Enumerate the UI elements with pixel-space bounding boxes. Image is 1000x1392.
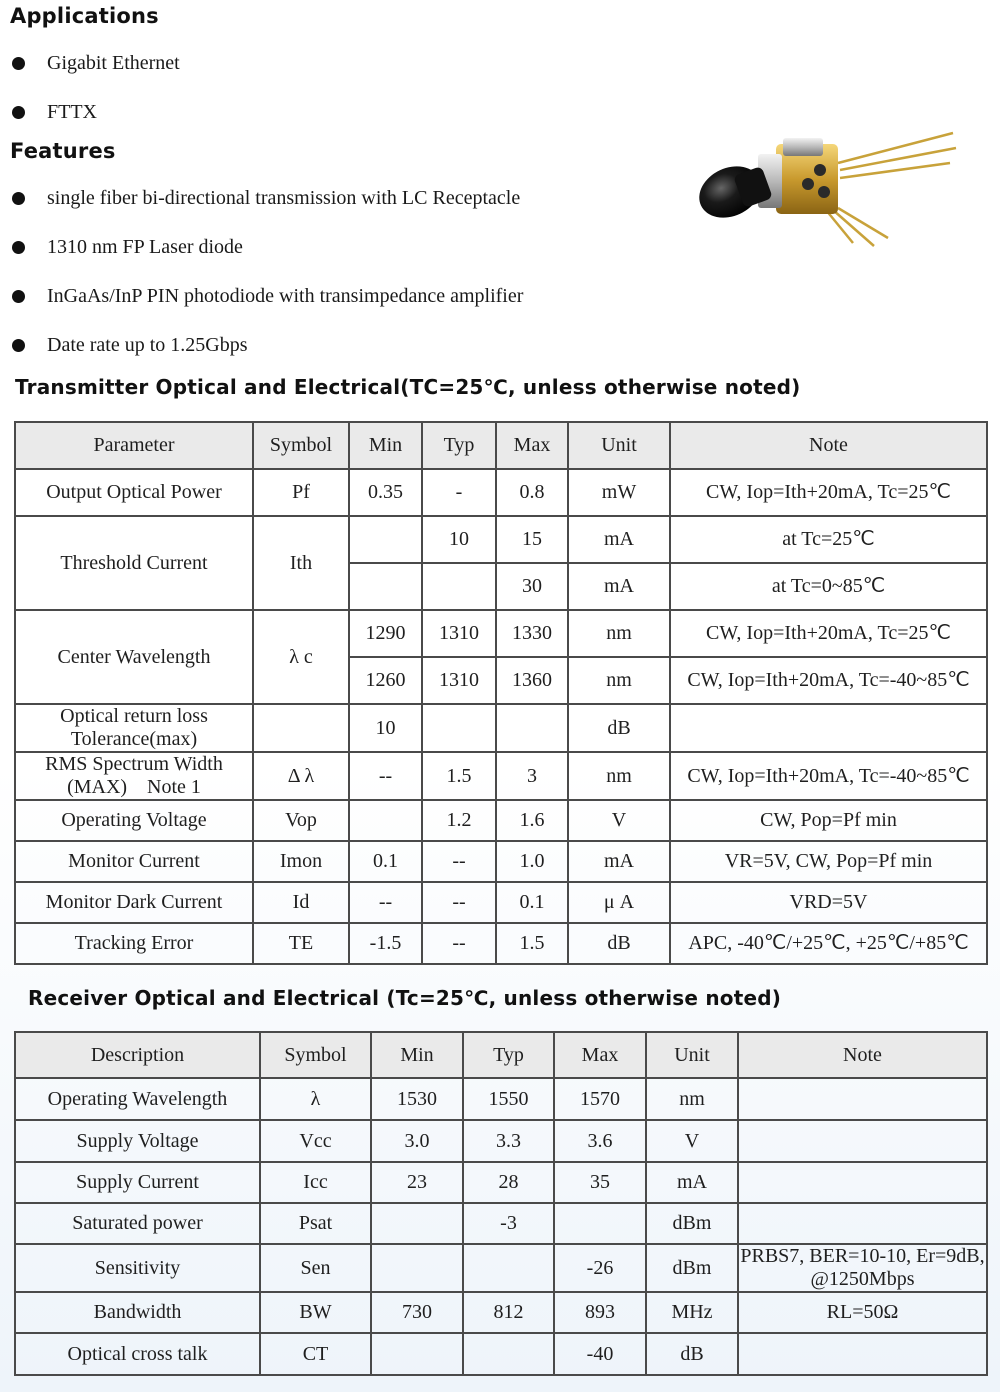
cell-typ: 812 — [463, 1292, 554, 1333]
cell-min: 23 — [371, 1162, 463, 1203]
cell-parameter: Tracking Error — [15, 923, 253, 964]
cell-typ: -- — [422, 841, 496, 882]
table-row — [15, 1162, 987, 1203]
column-header: Max — [554, 1032, 646, 1078]
cell-note: PRBS7, BER=10-10, Er=9dB, @1250Mbps — [738, 1244, 987, 1292]
bullet-icon — [12, 339, 25, 352]
table-row — [15, 610, 987, 657]
cell-max: 1570 — [554, 1078, 646, 1120]
cell-note: CW, Iop=Ith+20mA, Tc=-40~85℃ — [670, 657, 987, 704]
cell-min: 0.35 — [349, 469, 422, 516]
cell-min — [371, 1244, 463, 1292]
bullet-icon — [12, 192, 25, 205]
cell-min: 730 — [371, 1292, 463, 1333]
cell-max: 0.8 — [496, 469, 568, 516]
cell-min: -- — [349, 752, 422, 800]
column-header: Symbol — [260, 1032, 371, 1078]
cell-description: Saturated power — [15, 1203, 260, 1244]
column-header: Unit — [646, 1032, 738, 1078]
table-row — [15, 923, 987, 964]
bullet-icon — [12, 106, 25, 119]
column-header: Note — [670, 422, 987, 469]
table-row — [15, 704, 987, 752]
table-row — [15, 469, 987, 516]
cell-min: -- — [349, 882, 422, 923]
cell-typ: 1.5 — [422, 752, 496, 800]
list-item-text: FTTX — [47, 101, 97, 123]
column-header: Min — [349, 422, 422, 469]
cell-min: 1290 — [349, 610, 422, 657]
cell-note — [738, 1078, 987, 1120]
cell-symbol: λ — [260, 1078, 371, 1120]
cell-typ: -- — [422, 882, 496, 923]
receiver-heading: Receiver Optical and Electrical (Tc=25℃, unless otherwise noted) — [28, 986, 782, 1010]
cell-unit: mA — [646, 1162, 738, 1203]
cell-note — [738, 1333, 987, 1375]
table-row — [15, 800, 987, 841]
list-item — [12, 285, 523, 308]
list-item — [12, 334, 248, 357]
cell-note: APC, -40℃/+25℃, +25℃/+85℃ — [670, 923, 987, 964]
cell-unit: V — [568, 800, 670, 841]
cell-symbol: Ith — [253, 516, 349, 610]
table-row — [15, 1244, 987, 1292]
list-item-text: single fiber bi-directional transmission with LC Receptacle — [47, 187, 521, 209]
cell-note — [738, 1120, 987, 1162]
cell-max: -26 — [554, 1244, 646, 1292]
cell-symbol: Sen — [260, 1244, 371, 1292]
cell-symbol: BW — [260, 1292, 371, 1333]
cell-unit: dB — [568, 923, 670, 964]
cell-unit: dB — [646, 1333, 738, 1375]
column-header: Unit — [568, 422, 670, 469]
cell-symbol: Id — [253, 882, 349, 923]
cell-unit: dBm — [646, 1203, 738, 1244]
cell-note — [670, 704, 987, 752]
cell-note: at Tc=25℃ — [670, 516, 987, 563]
cell-max: 15 — [496, 516, 568, 563]
cell-note: CW, Iop=Ith+20mA, Tc=25℃ — [670, 469, 987, 516]
column-header: Typ — [463, 1032, 554, 1078]
cell-unit: nm — [568, 610, 670, 657]
table-row — [15, 1078, 987, 1120]
cell-unit: mW — [568, 469, 670, 516]
cell-max — [496, 704, 568, 752]
cell-description: Bandwidth — [15, 1292, 260, 1333]
cell-typ — [463, 1333, 554, 1375]
table-row — [15, 1120, 987, 1162]
cell-max — [554, 1203, 646, 1244]
column-header: Note — [738, 1032, 987, 1078]
list-item-text: Date rate up to 1.25Gbps — [47, 334, 248, 356]
cell-max: 0.1 — [496, 882, 568, 923]
cell-note — [738, 1162, 987, 1203]
cell-unit: mA — [568, 563, 670, 610]
cell-max: 35 — [554, 1162, 646, 1203]
cell-max: -40 — [554, 1333, 646, 1375]
cell-parameter: Threshold Current — [15, 516, 253, 610]
cell-min: 1530 — [371, 1078, 463, 1120]
cell-symbol: CT — [260, 1333, 371, 1375]
features-heading: Features — [10, 139, 116, 163]
cell-parameter: Monitor Current — [15, 841, 253, 882]
cell-min: -1.5 — [349, 923, 422, 964]
cell-note: RL=50Ω — [738, 1292, 987, 1333]
cell-unit: MHz — [646, 1292, 738, 1333]
cell-max: 30 — [496, 563, 568, 610]
applications-heading: Applications — [10, 4, 159, 28]
cell-typ: 1550 — [463, 1078, 554, 1120]
cell-description: Supply Voltage — [15, 1120, 260, 1162]
cell-max: 1330 — [496, 610, 568, 657]
cell-min — [371, 1203, 463, 1244]
list-item — [12, 236, 243, 259]
cell-typ: -3 — [463, 1203, 554, 1244]
list-item — [12, 187, 520, 210]
cell-symbol: Imon — [253, 841, 349, 882]
cell-parameter: Optical return loss Tolerance(max) — [15, 704, 253, 752]
bullet-icon — [12, 57, 25, 70]
cell-max: 3 — [496, 752, 568, 800]
cell-parameter: Output Optical Power — [15, 469, 253, 516]
list-item-text: 1310 nm FP Laser diode — [47, 236, 243, 258]
cell-description: Sensitivity — [15, 1244, 260, 1292]
cell-note: VR=5V, CW, Pop=Pf min — [670, 841, 987, 882]
cell-typ — [422, 704, 496, 752]
column-header: Description — [15, 1032, 260, 1078]
cell-unit: mA — [568, 841, 670, 882]
cell-parameter: Operating Voltage — [15, 800, 253, 841]
column-header: Min — [371, 1032, 463, 1078]
bosa-optical-component-icon — [688, 118, 978, 258]
cell-min: 3.0 — [371, 1120, 463, 1162]
cell-unit: V — [646, 1120, 738, 1162]
table-row — [15, 841, 987, 882]
table-header-row — [15, 422, 987, 469]
cell-typ: - — [422, 469, 496, 516]
cell-note: CW, Iop=Ith+20mA, Tc=25℃ — [670, 610, 987, 657]
cell-typ: 10 — [422, 516, 496, 563]
cell-unit: μ A — [568, 882, 670, 923]
list-item-text: InGaAs/InP PIN photodiode with transimpedance amplifier — [47, 285, 524, 307]
cell-symbol: Δ λ — [253, 752, 349, 800]
cell-unit: mA — [568, 516, 670, 563]
cell-typ: 1310 — [422, 610, 496, 657]
cell-note — [738, 1203, 987, 1244]
table-row — [15, 1292, 987, 1333]
cell-symbol: Vcc — [260, 1120, 371, 1162]
table-row — [15, 516, 987, 563]
cell-unit: dBm — [646, 1244, 738, 1292]
cell-parameter: Center Wavelength — [15, 610, 253, 704]
cell-unit: nm — [568, 657, 670, 704]
table-row — [15, 752, 987, 800]
cell-typ: -- — [422, 923, 496, 964]
cell-symbol — [253, 704, 349, 752]
cell-typ: 1.2 — [422, 800, 496, 841]
cell-note: at Tc=0~85℃ — [670, 563, 987, 610]
list-item-text: Gigabit Ethernet — [47, 52, 180, 74]
cell-symbol: Psat — [260, 1203, 371, 1244]
transmitter-table — [14, 421, 988, 965]
cell-max: 3.6 — [554, 1120, 646, 1162]
cell-unit: dB — [568, 704, 670, 752]
cell-description: Optical cross talk — [15, 1333, 260, 1375]
cell-description: Supply Current — [15, 1162, 260, 1203]
list-item — [12, 101, 97, 124]
cell-description: Operating Wavelength — [15, 1078, 260, 1120]
cell-typ: 1310 — [422, 657, 496, 704]
cell-max: 1.0 — [496, 841, 568, 882]
cell-note: CW, Pop=Pf min — [670, 800, 987, 841]
bullet-icon — [12, 290, 25, 303]
column-header: Symbol — [253, 422, 349, 469]
cell-max: 1.5 — [496, 923, 568, 964]
cell-typ: 3.3 — [463, 1120, 554, 1162]
table-header-row — [15, 1032, 987, 1078]
cell-max: 1360 — [496, 657, 568, 704]
cell-symbol: Pf — [253, 469, 349, 516]
cell-min: 0.1 — [349, 841, 422, 882]
bullet-icon — [12, 241, 25, 254]
cell-min — [349, 516, 422, 563]
cell-min — [349, 563, 422, 610]
cell-typ — [422, 563, 496, 610]
cell-max: 893 — [554, 1292, 646, 1333]
cell-note: VRD=5V — [670, 882, 987, 923]
list-item — [12, 52, 180, 75]
cell-unit: nm — [646, 1078, 738, 1120]
cell-min — [371, 1333, 463, 1375]
cell-symbol: TE — [253, 923, 349, 964]
cell-symbol: Icc — [260, 1162, 371, 1203]
cell-symbol: Vop — [253, 800, 349, 841]
cell-min — [349, 800, 422, 841]
table-row — [15, 882, 987, 923]
transmitter-heading: Transmitter Optical and Electrical(TC=25℃, unless otherwise noted) — [15, 375, 801, 399]
cell-parameter: Monitor Dark Current — [15, 882, 253, 923]
table-row — [15, 1333, 987, 1375]
cell-typ — [463, 1244, 554, 1292]
column-header: Parameter — [15, 422, 253, 469]
cell-typ: 28 — [463, 1162, 554, 1203]
cell-unit: nm — [568, 752, 670, 800]
table-row — [15, 1203, 987, 1244]
cell-symbol: λ c — [253, 610, 349, 704]
cell-parameter: RMS Spectrum Width (MAX) Note 1 — [15, 752, 253, 800]
receiver-table — [14, 1031, 988, 1376]
cell-min: 10 — [349, 704, 422, 752]
column-header: Max — [496, 422, 568, 469]
cell-note: CW, Iop=Ith+20mA, Tc=-40~85℃ — [670, 752, 987, 800]
column-header: Typ — [422, 422, 496, 469]
cell-min: 1260 — [349, 657, 422, 704]
cell-max: 1.6 — [496, 800, 568, 841]
